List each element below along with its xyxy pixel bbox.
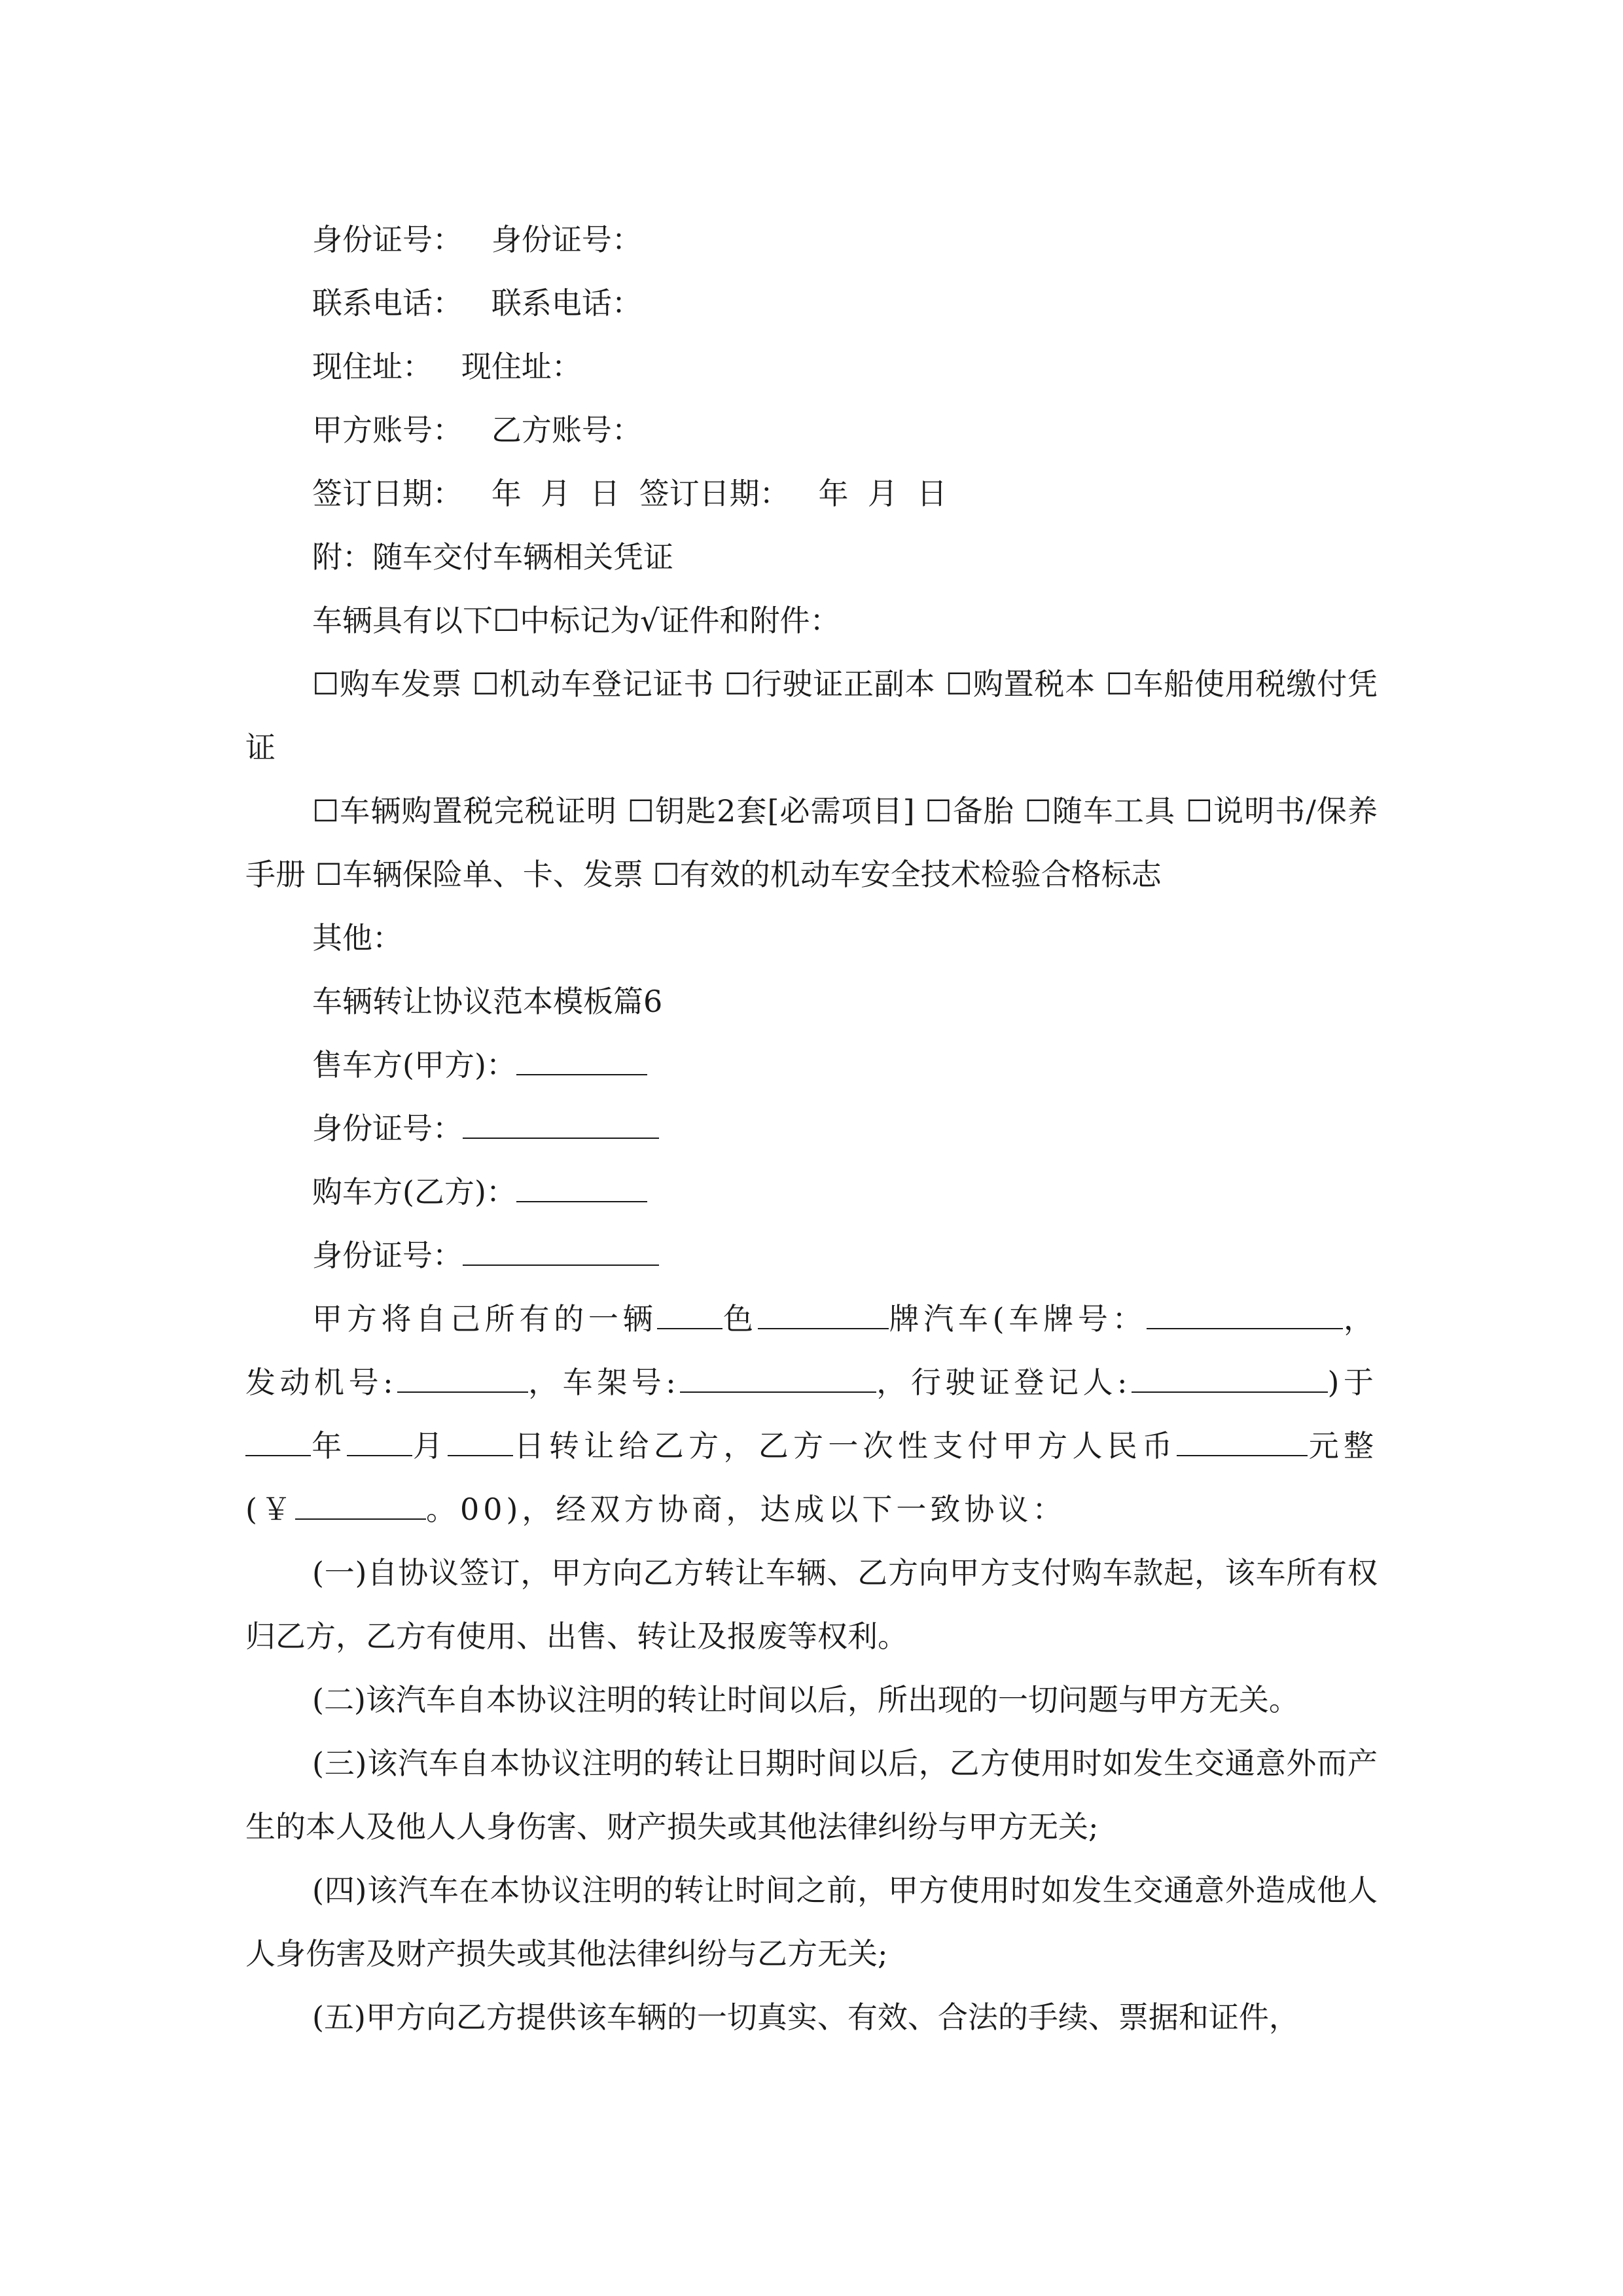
clause-5: (五)甲方向乙方提供该车辆的一切真实、有效、合法的手续、票据和证件， [312, 2000, 1299, 2035]
text-run: 牌汽车(车牌号： [888, 1301, 1147, 1336]
field-phone: 联系电话： 联系电话： [312, 285, 642, 321]
attachment-title: 附：随车交付车辆相关凭证 [312, 539, 673, 575]
text-run: 日转让给乙方，乙方一次性支付甲方人民币 [513, 1428, 1177, 1463]
field-account: 甲方账号： 乙方账号： [312, 412, 642, 448]
text-run: )于 [1327, 1365, 1378, 1400]
party-label: 购车方(乙方)： [312, 1174, 516, 1210]
field-id-number: 身份证号： 身份证号： [312, 222, 642, 257]
fill-blank [657, 1302, 722, 1329]
text-run: 元整(￥ [245, 1428, 1378, 1527]
fill-blank [1177, 1429, 1308, 1456]
text-run: 月 [412, 1428, 448, 1463]
clause-1: (一)自协议签订，甲方向乙方转让车辆、乙方向甲方支付购车款起，该车所有权归乙方，乙方有使用、出售、转让及报废等权利。 [245, 1555, 1378, 1654]
fill-blank [245, 1429, 311, 1456]
field-address: 现住址： 现住址： [312, 349, 582, 384]
fill-blank [516, 1048, 647, 1075]
party-seller [245, 1033, 1378, 1097]
fill-blank [463, 1111, 659, 1139]
text-run: 甲方将自己所有的一辆 [312, 1301, 658, 1336]
field-sign-date: 签订日期： 年 月 日 签订日期： 年 月 日 [312, 476, 947, 511]
party-seller-id [245, 1097, 1378, 1160]
attachment-intro: 车辆具有以下☐中标记为√证件和附件： [312, 603, 840, 638]
text-run: ，行驶证登记人: [876, 1365, 1132, 1400]
fill-blank [1147, 1302, 1343, 1329]
text-run: 色 [722, 1301, 758, 1336]
clause-2: (二)该汽车自本协议注明的转让时间以后，所出现的一切问题与甲方无关。 [312, 1682, 1299, 1717]
fill-blank [397, 1365, 528, 1393]
fill-blank [463, 1238, 659, 1266]
fill-blank [680, 1365, 876, 1393]
party-buyer [245, 1160, 1378, 1224]
text-run: 。00)，经双方协商，达成以下一致协议： [425, 1492, 1067, 1527]
text-run: ，发动机号: [245, 1301, 1378, 1400]
text-run: ，车架号: [527, 1365, 680, 1400]
party-buyer-id [245, 1224, 1378, 1287]
fill-blank [448, 1429, 513, 1456]
fill-blank [1132, 1365, 1328, 1393]
other-label: 其他： [312, 920, 402, 956]
party-label: 身份证号： [312, 1111, 463, 1146]
fill-blank [347, 1429, 412, 1456]
party-label: 身份证号： [312, 1238, 463, 1273]
fill-blank [758, 1302, 889, 1329]
checkbox-list-1: ☐购车发票 ☐机动车登记证书 ☐行驶证正副本 ☐购置税本 ☐车船使用税缴付凭证 [245, 666, 1378, 765]
clause-3: (三)该汽车自本协议注明的转让日期时间以后，乙方使用时如发生交通意外而产生的本人及他人人身伤害、财产损失或其他法律纠纷与甲方无关; [245, 1746, 1378, 1844]
checkbox-list-2: ☐车辆购置税完税证明 ☐钥匙2套[必需项目] ☐备胎 ☐随车工具 ☐说明书/保养手册 ☐车辆保险单、卡、发票 ☐有效的机动车安全技术检验合格标志 [245, 793, 1378, 892]
transfer-paragraph [245, 1287, 1378, 1541]
fill-blank [295, 1492, 426, 1520]
text-run: 年 [311, 1428, 347, 1463]
party-label: 售车方(甲方)： [312, 1047, 516, 1083]
fill-blank [516, 1175, 647, 1202]
clause-4: (四)该汽车在本协议注明的转让时间之前，甲方使用时如发生交通意外造成他人人身伤害及财产损失或其他法律纠纷与乙方无关; [245, 1873, 1378, 1971]
section-title: 车辆转让协议范本模板篇6 [312, 984, 663, 1019]
